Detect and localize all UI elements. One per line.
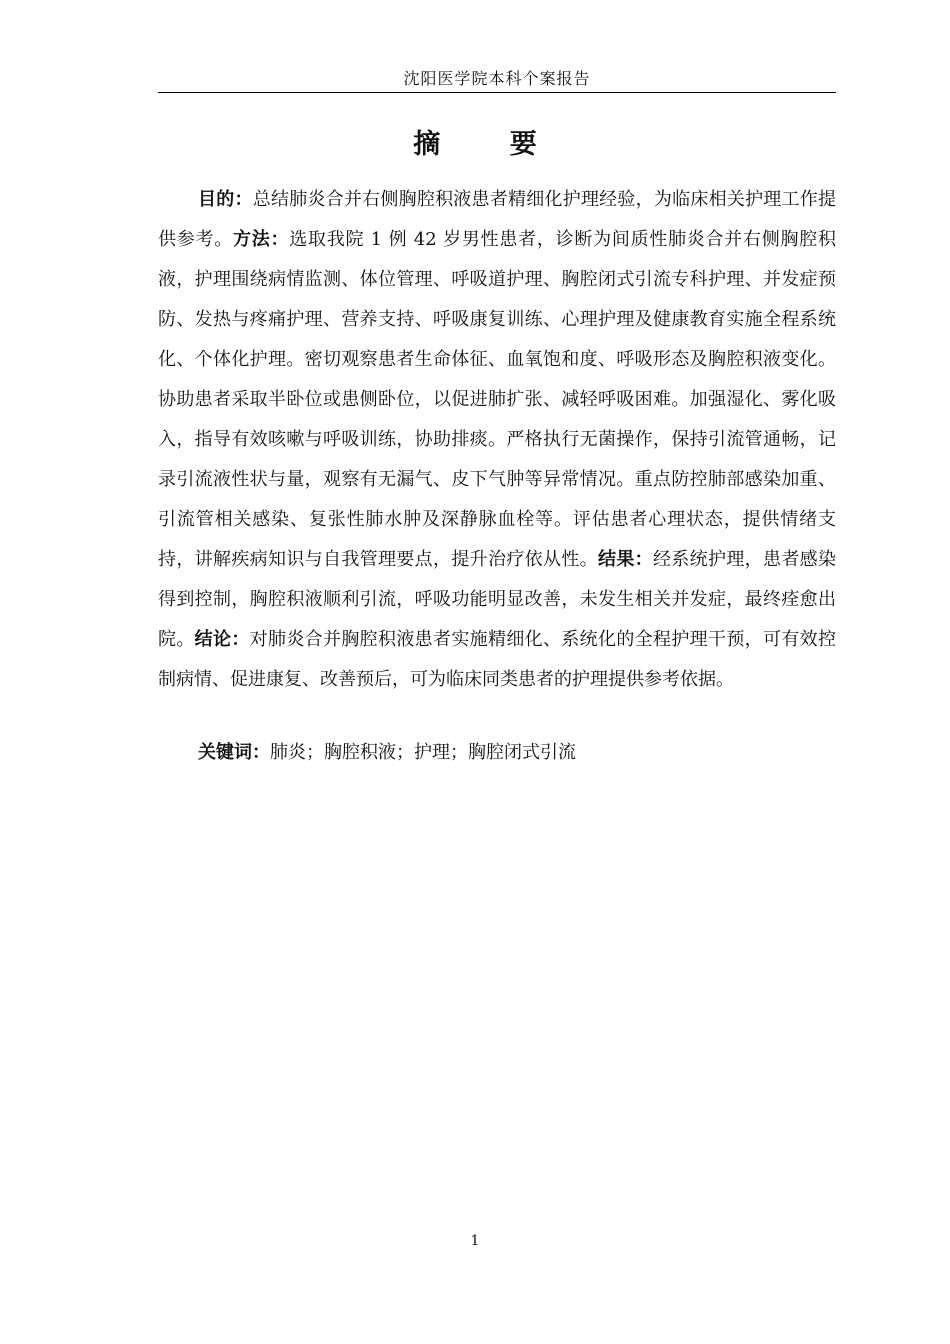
page-number: 1: [470, 1233, 480, 1249]
keywords-label: 关键词：: [198, 742, 270, 763]
method-label: 方法：: [232, 229, 290, 250]
purpose-text: 总结肺炎合并右侧胸腔积液患者精细化护理经验，为临床相关护理工作提供参考。: [158, 189, 837, 250]
result-label: 结果：: [598, 549, 653, 570]
method-text: 选取我院 1 例 42 岁男性患者，诊断为间质性肺炎合并右侧胸腔积液，护理围绕病情监测、体位管理、呼吸道护理、胸腔闭式引流专科护理、并发症预防、发热与疼痛护理、营养支持、呼吸康复训练、心理护理及健康教育实施全程系统化、个体化护理。密切观察患者生命体征、血氧饱和度、呼吸形态及胸腔积液变化。协助患者采取半卧位或患侧卧位，以促进肺扩张、减轻呼吸困难。加强湿化、雾化吸入，指导有效咳嗽与呼吸训练，协助排痰。严格执行无菌操作，保持引流管通畅，记录引流液性状与量，观察有无漏气、皮下气肿等异常情况。重点防控肺部感染加重、引流管相关感染、复张性肺水肿及深静脉血栓等。评估患者心理状态，提供情绪支持，讲解疾病知识与自我管理要点，提升治疗依从性。: [158, 229, 837, 570]
abstract-paragraph: [158, 180, 836, 700]
header-text: 沈阳医学院本科个案报告: [403, 69, 591, 88]
conclusion-label: 结论：: [194, 629, 250, 650]
keywords-text: 肺炎；胸腔积液；护理；胸腔闭式引流: [270, 742, 576, 763]
running-header: [158, 66, 836, 93]
conclusion-text: 对肺炎合并胸腔积液患者实施精细化、系统化的全程护理干预，可有效控制病情、促进康复、改善预后，可为临床同类患者的护理提供参考依据。: [158, 629, 837, 690]
result-text: 经系统护理，患者感染得到控制，胸腔积液顺利引流，呼吸功能明显改善，未发生相关并发症，最终痊愈出院。: [158, 549, 836, 650]
keywords-line: [158, 733, 836, 773]
page-title: 摘 要: [413, 129, 567, 160]
purpose-label: 目的：: [198, 189, 253, 210]
